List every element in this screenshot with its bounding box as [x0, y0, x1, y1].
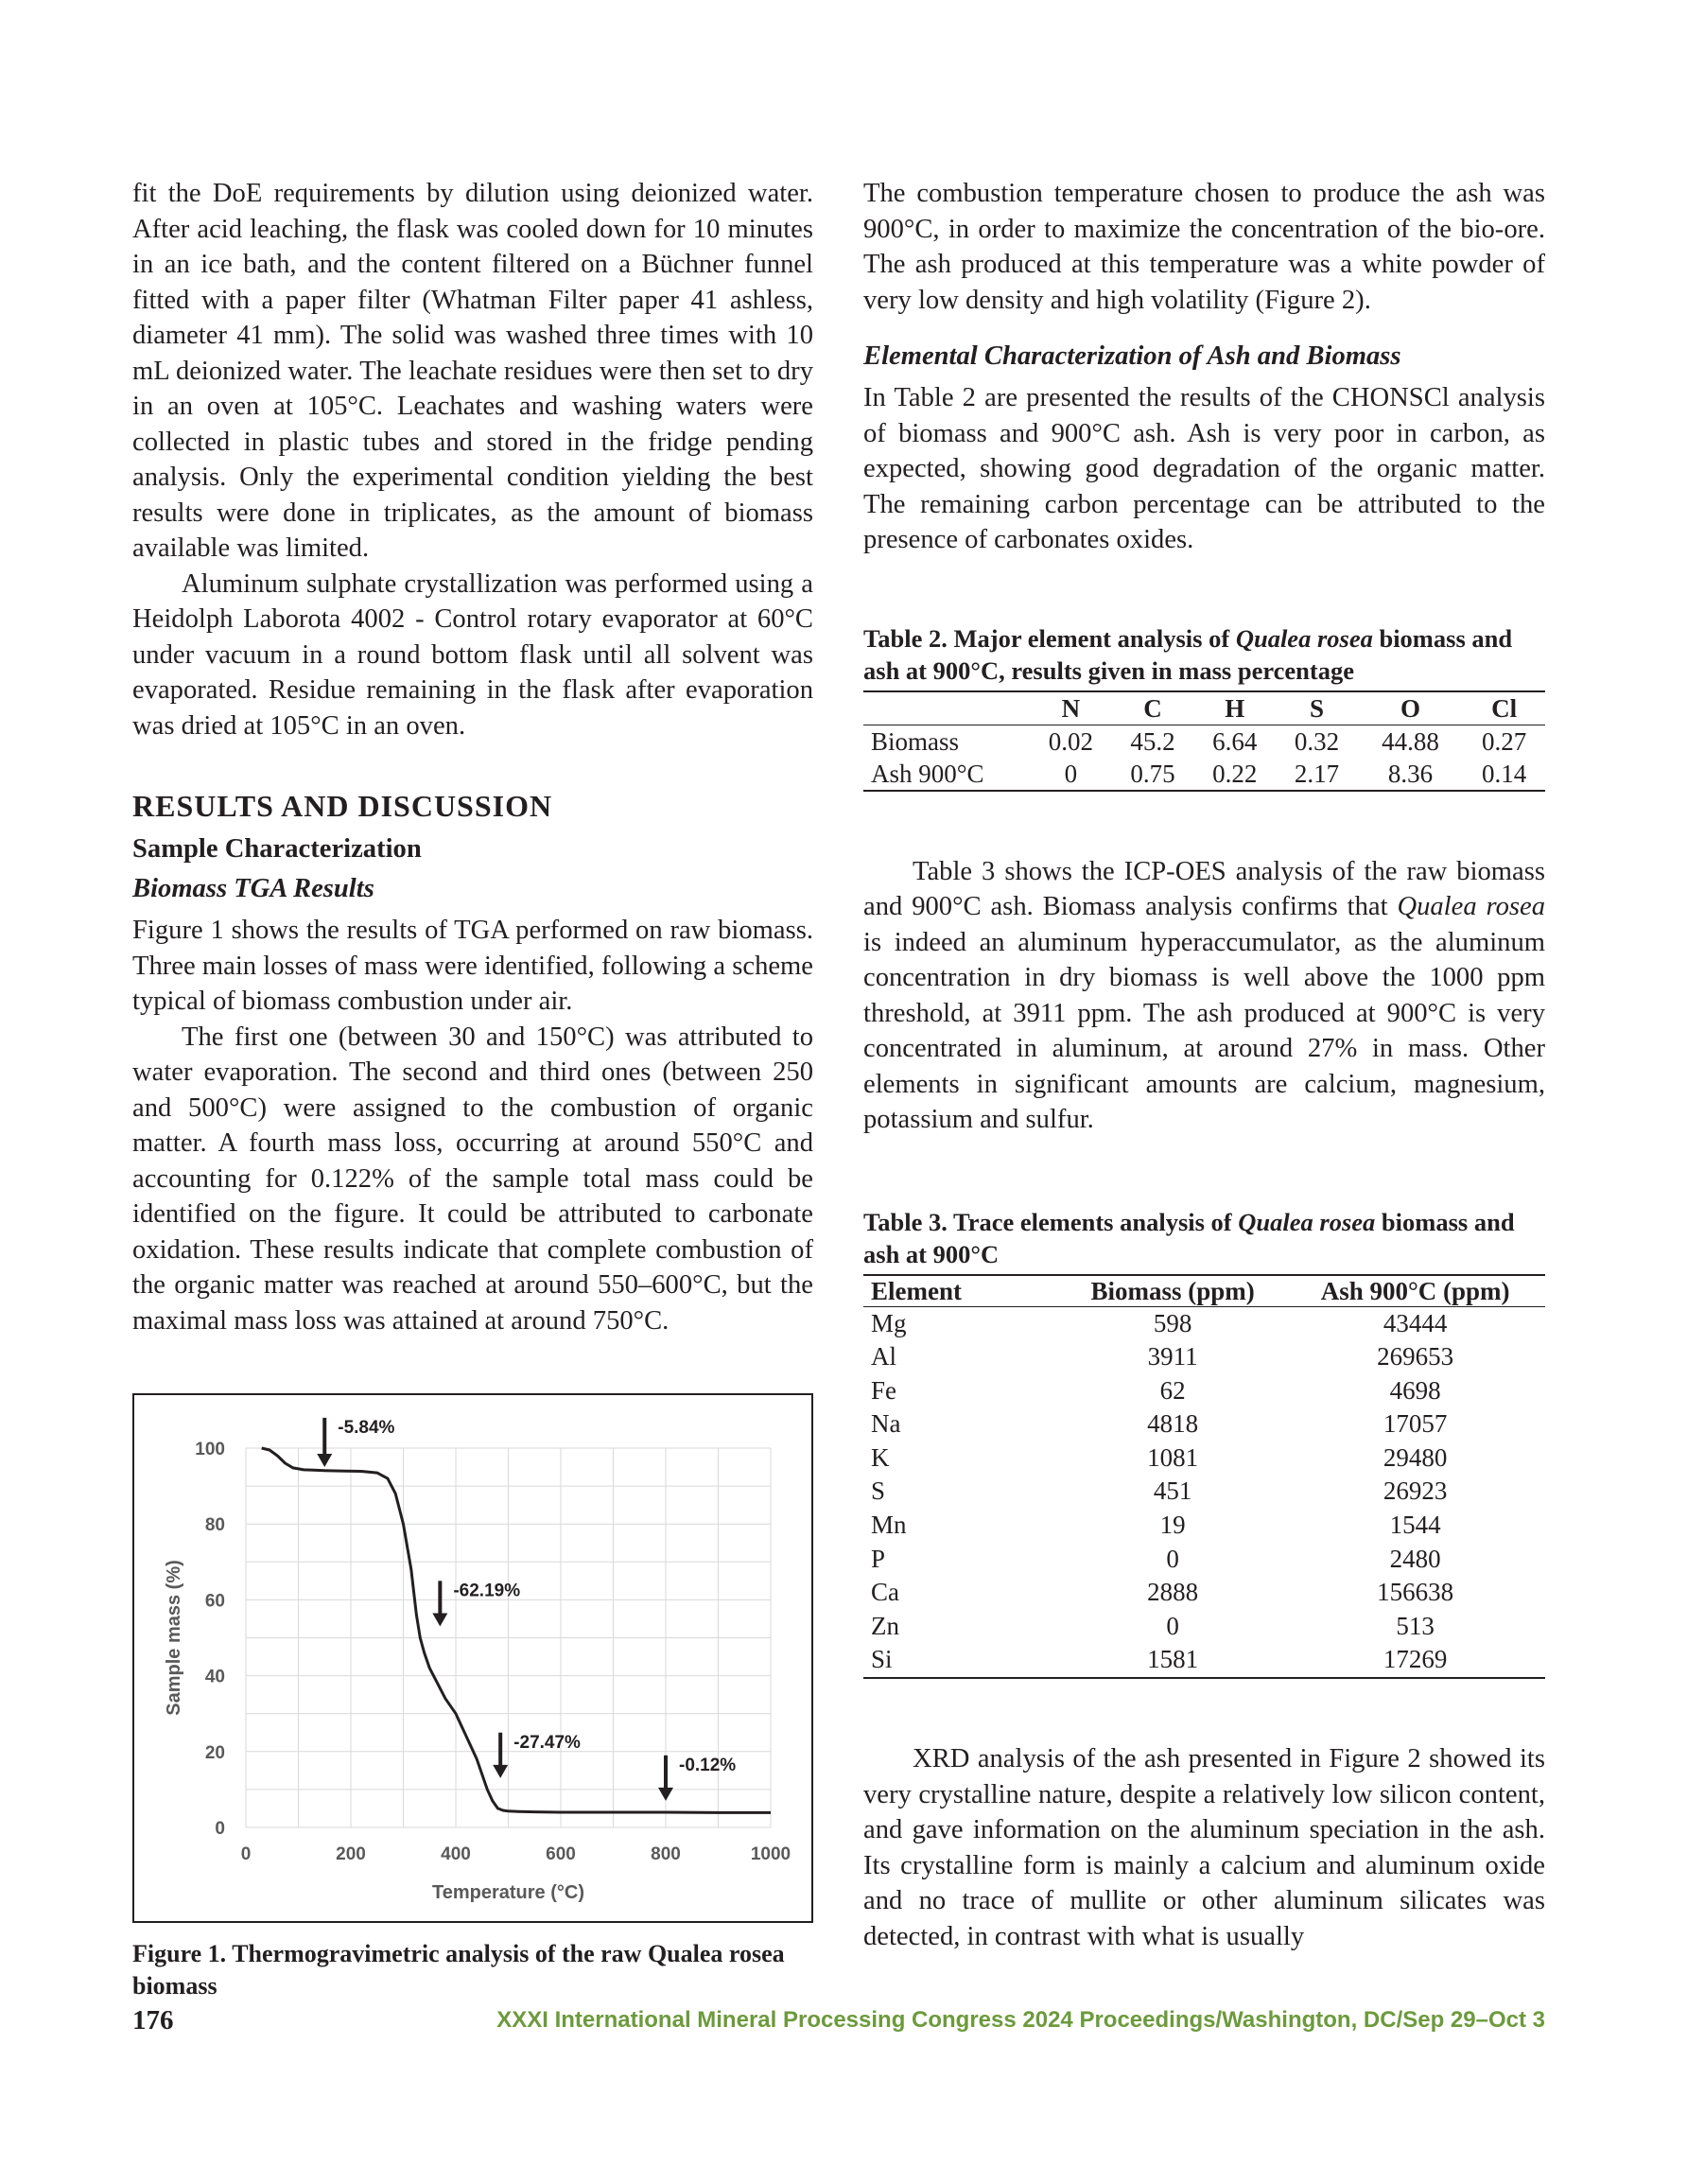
subsubsection-heading: Biomass TGA Results — [132, 874, 374, 903]
table-header-cell: Element — [863, 1275, 1060, 1307]
table-header-cell: C — [1112, 691, 1194, 725]
body-paragraph: XRD analysis of the ash presented in Figure 2 showed its very crystalline nature, despite a relatively low silicon content, and gave information on the aluminum speciation in the ash. Its crystalline form is mainly a calcium and aluminum oxide and no trace of mullite or other aluminum silicates was detected, in contrast with what is usually — [863, 1744, 1545, 1951]
table-row — [863, 1374, 1545, 1408]
annotation-label: -0.12% — [679, 1755, 737, 1775]
table-row — [863, 1475, 1545, 1509]
table-cell: 17057 — [1383, 1409, 1448, 1439]
table-3-caption: Table 3. Trace elements analysis of Qualea rosea biomass and ash at 900°C — [863, 1207, 1515, 1268]
x-tick-label: 400 — [441, 1844, 471, 1864]
y-tick-label: 0 — [215, 1819, 225, 1839]
y-axis-label: Sample mass (%) — [164, 1560, 184, 1716]
table-2-caption: Table 2. Major element analysis of Qualea rosea biomass and ash at 900°C, results given in mass percentage — [863, 623, 1513, 685]
table-header-cell: N — [1030, 691, 1112, 725]
table-row — [863, 1306, 1545, 1340]
tga-chart-frame — [132, 1393, 813, 1923]
table-cell: 2888 — [1147, 1578, 1199, 1607]
annotation-arrow-head — [658, 1788, 673, 1801]
page-number: 176 — [132, 2005, 174, 2035]
body-paragraph: fit the DoE requirements by dilution using deionized water. After acid leaching, the flask was cooled down for 10 minutes in an ice bath, and the content filtered on a Büchner funnel fitted with a paper filter (Whatman Filter paper 41 ashless, diameter 41 mm). The solid was washed three times with 10 mL deionized water. The leachate residues were then set to dry in an oven at 105°C. Leachates and washing waters were collected in plastic tubes and stored in the fridge pending analysis. Only the experimental condition yielding the best results were done in triplicates, as the amount of biomass available was limited. — [132, 179, 813, 563]
table-cell: 62 — [1159, 1375, 1186, 1405]
body-paragraph: Aluminum sulphate crystallization was performed using a Heidolph Laborota 4002 - Control rotary evaporator at 60°C under vacuum in a round bottom flask until all solvent was evaporated. Residue remaining in the flask after evaporation was dried at 105°C in an oven. — [132, 568, 813, 741]
table-cell: 19 — [1159, 1511, 1186, 1540]
table-cell: 3911 — [1147, 1342, 1198, 1372]
table-3 — [863, 1274, 1545, 1680]
table-cell: Ash 900°C — [871, 759, 984, 788]
x-tick-label: 1000 — [750, 1844, 791, 1864]
table-cell: S — [871, 1476, 886, 1506]
right-column — [863, 176, 1545, 1954]
table-cell: 8.36 — [1387, 759, 1434, 788]
table-cell: 43444 — [1383, 1308, 1448, 1337]
section-heading: RESULTS AND DISCUSSION — [132, 789, 553, 823]
table-cell: 1544 — [1389, 1511, 1441, 1540]
table-cell: 0.02 — [1048, 726, 1093, 756]
annotation-arrow-head — [317, 1454, 332, 1467]
figure-caption: Figure 1. Thermogravimetric analysis of the raw Qualea rosea biomass — [132, 1940, 785, 2000]
subsection-heading: Sample Characterization — [132, 834, 422, 864]
table-cell: 26923 — [1383, 1476, 1448, 1506]
table-row — [863, 725, 1545, 758]
table-cell: Mg — [871, 1308, 907, 1337]
table-row — [863, 1543, 1545, 1577]
annotation-label: -27.47% — [513, 1732, 581, 1753]
table-cell: 0 — [1166, 1611, 1179, 1640]
table-header-row — [863, 691, 1545, 725]
table-cell: 29480 — [1383, 1442, 1448, 1472]
table-2 — [863, 690, 1545, 792]
table-row — [863, 1340, 1545, 1374]
table-cell: Al — [871, 1342, 896, 1372]
table-cell: 0.27 — [1482, 726, 1527, 756]
table-cell: 44.88 — [1382, 726, 1439, 756]
annotation-arrow-head — [432, 1613, 447, 1626]
footer-text: XXXI International Mineral Processing Congress 2024 Proceedings/Washington, DC/Sep 29–Oct 3 — [496, 2007, 1545, 2033]
table-header-cell: O — [1358, 691, 1463, 725]
figure-1 — [132, 1393, 813, 2002]
body-paragraph: Figure 1 shows the results of TGA performed on raw biomass. Three main losses of mass were identified, following a scheme typical of biomass combustion under air. — [132, 916, 813, 1016]
table-cell: Zn — [871, 1611, 899, 1640]
table-cell: Ca — [871, 1578, 899, 1607]
table-cell: 269653 — [1377, 1342, 1454, 1372]
table-cell: K — [871, 1442, 890, 1472]
body-paragraph: The first one (between 30 and 150°C) was attributed to water evaporation. The second and third ones (between 250 and 500°C) were assigned to the combustion of organic matter. A fourth mass loss, occurring at around 550°C and accounting for 0.122% of the sample total mass could be identified on the figure. It could be attributed to carbonate oxidation. These results indicate that complete combustion of the organic matter was reached at around 550–600°C, but the maximal mass loss was attained at around 750°C. — [132, 1022, 813, 1336]
body-paragraph: Table 3 shows the ICP-OES analysis of the raw biomass and 900°C ash. Biomass analysis confirms that Qualea rosea is indeed an aluminum hyperaccumulator, as the aluminum concentration in dry biomass is well above the 1000 ppm threshold, at 3911 ppm. The ash produced at 900°C is very concentrated in aluminum, at around 27% in mass. Other elements in significant amounts are calcium, magnesium, potassium and sulfur. — [863, 856, 1545, 1134]
table-cell: Biomass — [871, 726, 960, 756]
table-cell: 451 — [1153, 1476, 1192, 1506]
table-header-cell: Biomass (ppm) — [1060, 1275, 1285, 1307]
table-cell: 0 — [1064, 759, 1078, 788]
y-tick-label: 80 — [204, 1515, 225, 1536]
table-cell: 17269 — [1383, 1645, 1448, 1674]
y-tick-label: 60 — [204, 1591, 225, 1612]
table-cell: 598 — [1153, 1308, 1192, 1337]
x-tick-label: 800 — [651, 1844, 681, 1864]
table-header-cell — [863, 691, 1030, 725]
table-row — [863, 758, 1545, 791]
table-cell: Mn — [871, 1511, 907, 1540]
table-cell: 513 — [1396, 1611, 1435, 1640]
table-row — [863, 1576, 1545, 1610]
table-row — [863, 1441, 1545, 1476]
table-cell: 0 — [1166, 1544, 1179, 1573]
x-tick-label: 0 — [240, 1844, 252, 1864]
table-cell: 6.64 — [1212, 726, 1258, 756]
x-axis-label: Temperature (°C) — [432, 1882, 584, 1903]
table-cell: 45.2 — [1130, 726, 1175, 756]
table-header-cell: Cl — [1463, 691, 1545, 725]
table-cell: 0.32 — [1294, 726, 1340, 756]
table-cell: Fe — [871, 1375, 896, 1405]
table-cell: Si — [871, 1645, 893, 1674]
table-header-cell: S — [1276, 691, 1358, 725]
table-cell: 1581 — [1147, 1645, 1199, 1674]
body-paragraph: In Table 2 are presented the results of the CHONSCl analysis of biomass and 900°C ash. Ash is very poor in carbon, as expected, showing good degradation of the organic matter. The remaining carbon percentage can be attributed to the presence of carbonates oxides. — [863, 383, 1545, 554]
table-cell: 0.75 — [1130, 759, 1175, 788]
table-cell: 2.17 — [1294, 759, 1340, 788]
table-cell: 156638 — [1377, 1578, 1454, 1607]
table-cell: P — [871, 1544, 886, 1573]
y-tick-label: 20 — [204, 1742, 225, 1763]
tga-chart — [134, 1395, 811, 1921]
subsubsection-heading: Elemental Characterization of Ash and Biomass — [863, 341, 1401, 371]
table-cell: 0.14 — [1482, 759, 1527, 788]
table-row — [863, 1643, 1545, 1678]
table-cell: Na — [871, 1409, 901, 1439]
table-row — [863, 1407, 1545, 1441]
annotation-arrow-head — [493, 1765, 508, 1778]
y-tick-label: 100 — [195, 1440, 225, 1459]
x-tick-label: 600 — [546, 1844, 576, 1864]
table-row — [863, 1610, 1545, 1644]
table-header-row — [863, 1275, 1545, 1307]
body-paragraph: The combustion temperature chosen to produce the ash was 900°C, in order to maximize the concentration of the bio-ore. The ash produced at this temperature was a white powder of very low density and high volatility (Figure 2). — [863, 179, 1545, 315]
x-tick-label: 200 — [336, 1844, 366, 1864]
table-row — [863, 1509, 1545, 1543]
table-cell: 0.22 — [1212, 759, 1258, 788]
table-cell: 2480 — [1389, 1544, 1441, 1573]
table-cell: 4818 — [1147, 1409, 1199, 1439]
annotation-label: -62.19% — [453, 1581, 521, 1601]
annotation-label: -5.84% — [338, 1417, 395, 1438]
table-cell: 1081 — [1147, 1442, 1199, 1472]
table-cell: 4698 — [1389, 1375, 1441, 1405]
table-header-cell: H — [1193, 691, 1276, 725]
left-column — [132, 176, 813, 2002]
page-footer — [132, 2005, 1545, 2043]
table-header-cell: Ash 900°C (ppm) — [1285, 1275, 1545, 1307]
y-tick-label: 40 — [204, 1667, 225, 1687]
